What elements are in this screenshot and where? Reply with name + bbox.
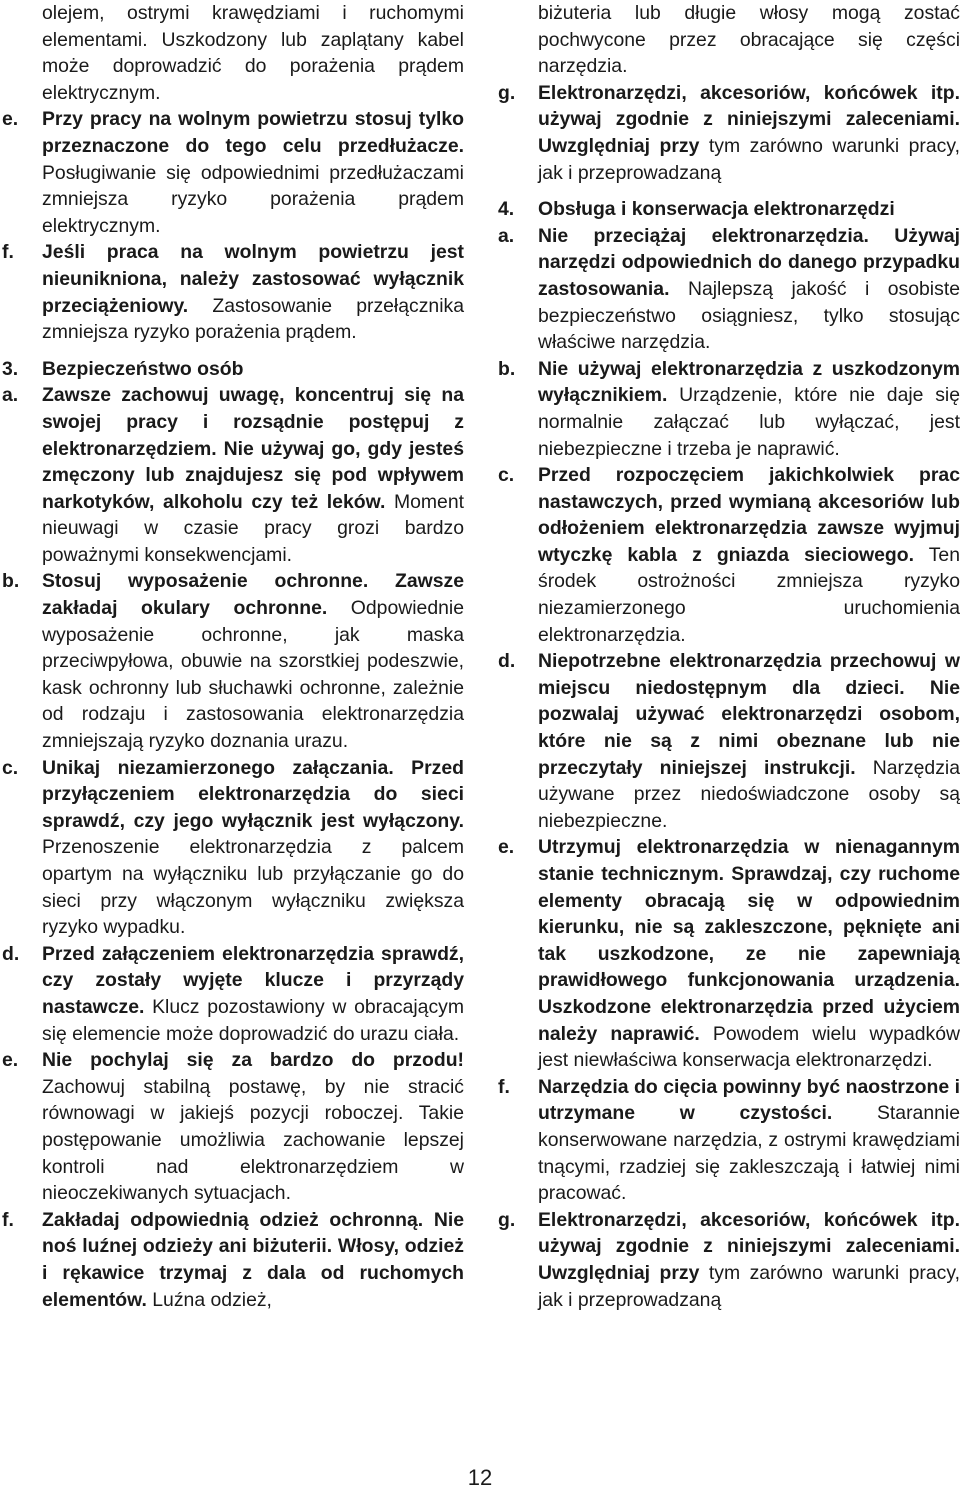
list-item-e-stance: [2, 1047, 464, 1207]
item-bold-text: Przed rozpoczęciem jakichkolwiek prac nastawczych, przed wymianą akcesoriów lub odłożeniem elektronarzędzia zawsze wyjmuj wtyczkę kabla z gniazda sieciowego.: [538, 464, 960, 566]
item-bold-text: Elektronarzędzi, akcesoriów, końcówek itp. używaj zgodnie z niniejszymi zaleceniami. Uwzględniaj przy: [538, 81, 960, 157]
continued-paragraph: [2, 0, 464, 106]
item-normal-text: Odpowiednie wyposażenie ochronne, jak maska przeciwpyłowa, obuwie na szorstkiej podeszwie, kask ochronny lub słuchawki ochronne, zależnie od rodzaju i zastosowania elektronarzędzia zmniejszają ryzyko doznania urazu.: [42, 597, 464, 753]
list-item-f-breaker: [2, 239, 464, 345]
continued-paragraph: [498, 0, 960, 80]
item-bold-text: Zawsze zachowuj uwagę, koncentruj się na swojej pracy i rozsądnie postępuj z elektronarzędziem. Nie używaj go, gdy jesteś zmęczony lub znajdujesz się pod wpływem narkotyków, alkoholu czy też leków.: [42, 384, 464, 513]
item-normal-text: Powodem wielu wypadków jest niewłaściwa konserwacja elektronarzędzi.: [538, 1022, 960, 1072]
list-item-e-maintenance: [498, 834, 960, 1073]
list-item-f-clothing: [2, 1207, 464, 1313]
item-label: e.: [2, 1049, 19, 1072]
item-bold-text: Nie pochylaj się za bardzo do przodu!: [42, 1049, 464, 1072]
item-label: d.: [2, 942, 20, 965]
item-text: [538, 1074, 960, 1207]
item-text: [538, 223, 960, 356]
item-normal-text: Moment nieuwagi w czasie pracy grozi bardzo poważnymi konsekwencjami.: [42, 490, 464, 566]
item-bold-text: Nie przeciążaj elektronarzędzia. Używaj narzędzi odpowiednich do danego przypadku zastosowania.: [538, 224, 960, 300]
list-item-d-storage: [498, 648, 960, 834]
item-label: d.: [498, 650, 516, 673]
item-normal-text: Urządzenie, które nie daje się normalnie załączać lub wyłączać, jest niebezpieczne i trzeba je naprawić.: [538, 384, 960, 460]
page-number: 12: [467, 1465, 493, 1490]
list-item-f-cutting-tools: [498, 1074, 960, 1207]
item-text: [538, 356, 960, 462]
item-bold-text: Niepotrzebne elektronarzędzia przechowuj w miejscu niedostępnym dla dzieci. Nie pozwalaj używać elektronarzędzi osobom, które nie są z nimi obeznane lub nie przeczytały niniejszej instrukcji.: [538, 650, 960, 779]
list-item-g-dust-extraction: [498, 80, 960, 186]
item-bold-text: Stosuj wyposażenie ochronne. Zawsze zakładaj okulary ochronne.: [42, 570, 464, 620]
item-normal-text: tym zarówno warunki pracy, jak i przeprowadzaną: [538, 1261, 960, 1311]
item-bold-text: Przed załączeniem elektronarzędzia sprawdź, czy zostały wyjęte klucze i przyrządy nastawcze.: [42, 942, 464, 1018]
item-normal-text: tym zarówno warunki pracy, jak i przeprowadzaną: [538, 134, 960, 184]
section-title: Bezpieczeństwo osób: [42, 357, 244, 380]
item-normal-text: Posługiwanie się odpowiednimi przedłużaczami zmniejsza ryzyko porażenia prądem elektrycznym.: [42, 161, 464, 237]
item-text: [42, 755, 464, 941]
item-bold-text: Jeśli praca na wolnym powietrzu jest nieunikniona, należy zastosować wyłącznik przeciążeniowy.: [42, 241, 464, 317]
item-text: [42, 568, 464, 754]
left-column: [2, 0, 464, 1313]
item-bold-text: Narzędzia do cięcia powinny być naostrzone i utrzymane w czystości.: [538, 1075, 960, 1125]
list-item-e-extension-cords: [2, 106, 464, 239]
list-item-c-accidental-start: [2, 755, 464, 941]
list-item-d-remove-keys: [2, 941, 464, 1047]
item-label: g.: [498, 81, 516, 104]
list-item-c-unplug: [498, 462, 960, 648]
list-item-b-damaged-switch: [498, 356, 960, 462]
item-label: f.: [2, 241, 14, 264]
item-normal-text: Zastosowanie przełącznika zmniejsza ryzyko porażenia prądem.: [42, 294, 464, 344]
item-normal-text: Klucz pozostawiony w obracającym się elemencie może doprowadzić do urazu ciała.: [42, 995, 464, 1045]
item-text: [42, 106, 464, 239]
item-text: [538, 648, 960, 834]
item-label: f.: [498, 1075, 510, 1098]
item-label: e.: [498, 836, 515, 859]
item-label: a.: [2, 384, 19, 407]
item-bold-text: Unikaj niezamierzonego załączania. Przed przyłączeniem elektronarzędzia do sieci sprawdź, czy jego wyłącznik jest wyłączony.: [42, 756, 464, 832]
item-bold-text: Przy pracy na wolnym powietrzu stosuj tylko przeznaczone do tego celu przedłużacze.: [42, 108, 464, 157]
paragraph-text: biżuteria lub długie włosy mogą zostać pochwycone przez obracające się części narzędzia.: [538, 2, 960, 78]
item-label: c.: [2, 756, 19, 779]
item-normal-text: Starannie konserwowane narzędzia, z ostrymi krawędziami tnącymi, rzadziej się zakleszczają i łatwiej nimi pracować.: [538, 1102, 960, 1205]
section-heading-use-and-maintenance: [498, 196, 960, 223]
item-label: b.: [498, 357, 516, 380]
item-bold-text: Zakładaj odpowiednią odzież ochronną. Nie noś luźnej odzieży ani biżuterii. Włosy, odzież i rękawice trzymaj z dala od ruchomych elementów.: [42, 1208, 464, 1311]
item-label: e.: [2, 108, 19, 131]
list-item-a-no-overload: [498, 223, 960, 356]
item-label: c.: [498, 464, 515, 487]
item-normal-text: Luźna odzież,: [146, 1288, 272, 1311]
item-text: [42, 239, 464, 345]
item-normal-text: Przenoszenie elektronarzędzia z palcem opartym na wyłączniku lub przyłączanie go do sieci przy włączonym wyłączniku zwiększa ryzyko wypadku.: [42, 836, 464, 939]
item-text: [42, 1047, 464, 1207]
item-label: g.: [498, 1208, 516, 1231]
item-text: [538, 80, 960, 186]
item-label: b.: [2, 570, 20, 593]
item-normal-text: Najlepszą jakość i osobiste bezpieczeństwo osiągniesz, tylko stosując właściwe narzędzia.: [538, 277, 960, 354]
item-label: a.: [498, 224, 515, 247]
item-bold-text: Nie używaj elektronarzędzia z uszkodzonym wyłącznikiem.: [538, 357, 960, 407]
item-label: f.: [2, 1208, 14, 1231]
item-normal-text: Ten środek ostrożności zmniejsza ryzyko niezamierzonego uruchomienia elektronarzędzia.: [538, 543, 960, 646]
item-text: [42, 1207, 464, 1313]
item-text: [42, 941, 464, 1047]
section-heading-personal-safety: [2, 356, 464, 383]
list-item-b-protective-equipment: [2, 568, 464, 754]
item-text: [538, 834, 960, 1073]
right-column: [498, 0, 960, 1313]
section-number: 4.: [498, 198, 515, 221]
list-item-a-attention: [2, 382, 464, 568]
item-bold-text: Utrzymuj elektronarzędzia w nienagannym stanie technicznym. Sprawdzaj, czy ruchome elementy obracają się w odpowiednim kierunku, nie są zakleszczone, pęknięte ani tak uszkodzone, ze nie zapewniają prawidłowego funkcjonowania urządzenia. Uszkodzone elektronarzędzia przed użyciem należy naprawić.: [538, 836, 960, 1045]
item-text: [538, 462, 960, 648]
item-text: [538, 1207, 960, 1313]
list-item-g-accessories: [498, 1207, 960, 1313]
item-text: [42, 382, 464, 568]
item-bold-text: Elektronarzędzi, akcesoriów, końcówek itp. używaj zgodnie z niniejszymi zaleceniami. Uwzględniaj przy: [538, 1208, 960, 1284]
section-number: 3.: [2, 357, 19, 380]
item-normal-text: Narzędzia używane przez niedoświadczone osoby są niebezpieczne.: [538, 756, 960, 832]
section-title: Obsługa i konserwacja elektronarzędzi: [538, 198, 895, 221]
item-normal-text: Zachowuj stabilną postawę, by nie stracić równowagi w jakiejś pozycji roboczej. Takie postępowanie umożliwia zachowanie lepszej kontroli nad elektronarzędziem w nieoczekiwanych sytuacjach.: [42, 1075, 464, 1205]
paragraph-text: olejem, ostrymi krawędziami i ruchomymi elementami. Uszkodzony lub zaplątany kabel może doprowadzić do porażenia prądem elektrycznym.: [42, 2, 464, 104]
